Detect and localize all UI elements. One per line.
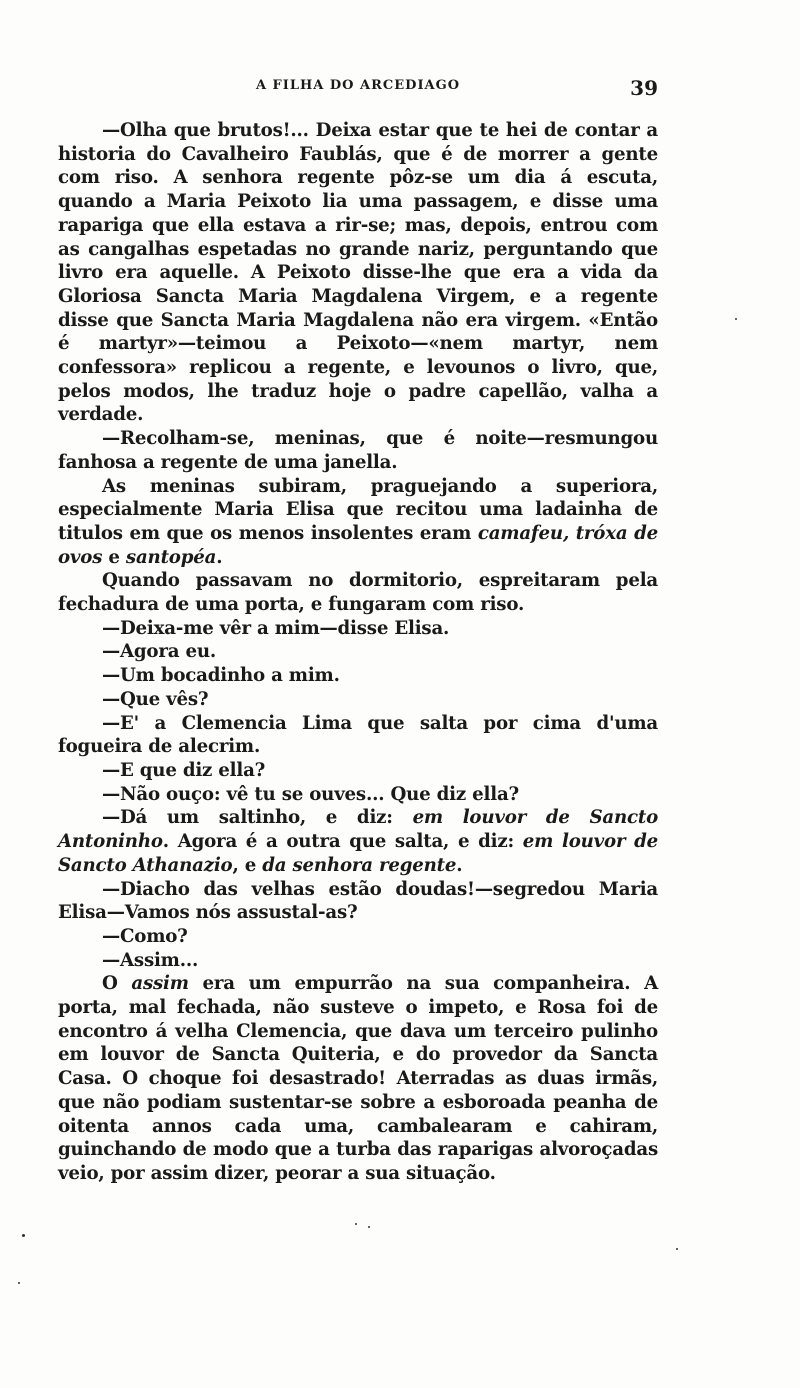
page-body [58, 119, 658, 1186]
paragraph: —Dá um saltinho, e diz: em louvor de Sancto Antoninho. Agora é a outra que salta, e diz: em louvor de Sancto Athanazio, e da senhora regente. [58, 807, 659, 876]
paragraph: —Um bocadinho a mim. [102, 665, 340, 687]
paragraph: —Não ouço: vê tu se ouves... Que diz ella? [102, 783, 519, 805]
paragraph: —Diacho das velhas estão doudas!—segredou Maria Elisa—Vamos nós assustal-as? [58, 878, 658, 924]
paragraph: Quando passavam no dormitorio, espreitaram pela fechadura de uma porta, e fungaram com riso. [58, 570, 658, 616]
paragraph: As meninas subiram, praguejando a superiora, especialmente Maria Elisa que recitou uma ladainha de titulos em que os menos insolentes eram camafeu, tróxa de ovos e santopéa. [58, 475, 659, 568]
scan-speck [676, 1248, 678, 1250]
scan-speck [22, 1234, 25, 1237]
running-title: A FILHA DO ARCEDIAGO [255, 78, 461, 93]
italic-text: santopéa [125, 546, 217, 568]
paragraph: —Recolham-se, meninas, que é noite—resmungou fanhosa a regente de uma janella. [58, 428, 658, 473]
page-header [58, 76, 658, 104]
paragraph: —E' a Clemencia Lima que salta por cima d'uma fogueira de alecrim. [58, 712, 658, 758]
paragraph: —E que diz ella? [102, 759, 266, 781]
paragraph: —Agora eu. [102, 641, 216, 663]
italic-text: camafeu, tróxa de ovos [58, 522, 659, 568]
paragraph: —Como? [102, 925, 188, 947]
scan-speck [368, 1226, 370, 1228]
italic-text: assim [131, 973, 189, 995]
scan-speck [735, 318, 737, 320]
scan-speck [18, 1282, 20, 1284]
paragraph: —Olha que brutos!... Deixa estar que te hei de contar a historia do Cavalheiro Faublás, que é de morrer a gente com riso. A senhora regente pôz-se um dia á escuta, quando a Maria Peixoto lia uma passagem, e disse uma rapariga que ella estava a rir-se; mas, depois, entrou com as cangalhas espetadas no grande nariz, perguntando que livro era aquelle. A Peixoto disse-lhe que era a vida da Gloriosa Sancta Maria Magdalena Virgem, e a regente disse que Sancta Maria Magdalena não era virgem. «Então é martyr»—teimou a Peixoto—«nem martyr, nem confessora» replicou a regente, e levounos o livro, que, pelos modos, lhe traduz hoje o padre capellão, valha a verdade. [58, 120, 658, 426]
italic-text: em louvor de Sancto Athanazio [58, 831, 658, 876]
paragraph: O assim era um empurrão na sua companheira. A porta, mal fechada, não susteve o impeto, e Rosa foi de encontro á velha Clemencia, que dava um terceiro pulinho em louvor de Sancta Quiteria, e do provedor da Sancta Casa. O choque foi desastrado! Aterradas as duas irmãs, que não podiam sustentar-se sobre a esboroada peanha de oitenta annos cada uma, cambalearam e cahiram, guinchando de modo que a turba das raparigas alvoroçadas veio, por assim dizer, peorar a sua situação. [58, 973, 658, 1184]
paragraph: —Assim... [102, 949, 199, 971]
paragraph: —Deixa-me vêr a mim—disse Elisa. [102, 617, 450, 639]
page-number: 39 [630, 76, 658, 100]
paragraph: —Que vês? [102, 688, 209, 710]
scan-speck [355, 1223, 357, 1225]
italic-text: em louvor de Sancto Antoninho [58, 807, 659, 853]
italic-text: da senhora regente [262, 854, 457, 876]
